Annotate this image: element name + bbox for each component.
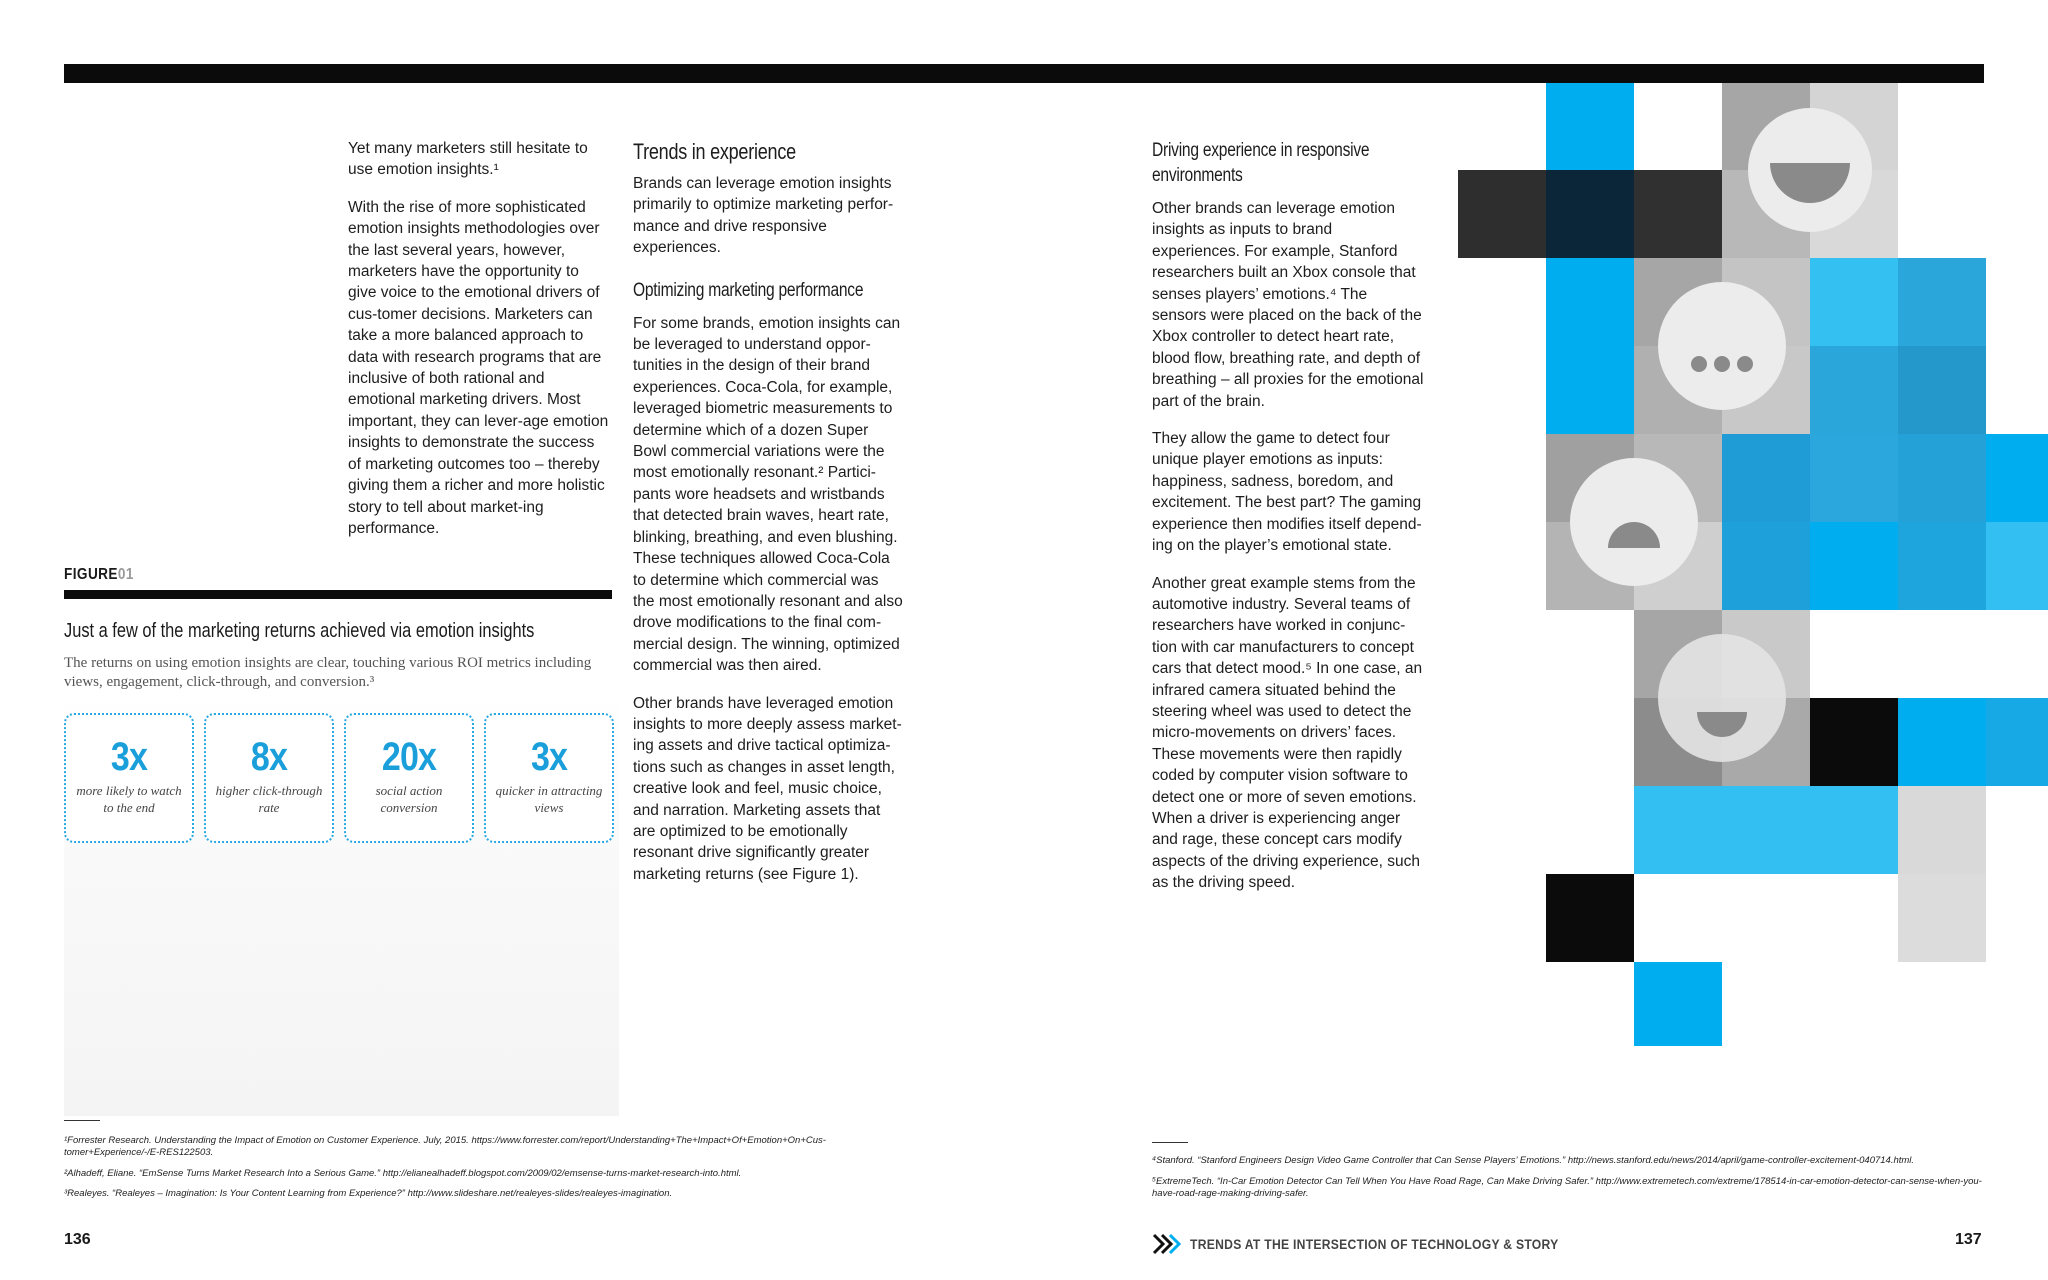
running-head xyxy=(1152,1233,1599,1255)
paragraph: With the rise of more sophisticated emotion insights methodologies over the last several years, however, marketers have the opportunity to give voice to the emotional drivers of cus-tomer decisions. Marketers can take a more balanced approach to data with research programs that are inclusive of both rational and emotional marketing drivers. Most important, they can lever-age emotion insights to demonstrate the success of marketing outcomes too – thereby giving them a richer and more holistic story to tell about market-ing performance. xyxy=(348,198,609,537)
stat-label: more likely to watch to the end xyxy=(76,783,182,815)
stat-value: 8x xyxy=(250,735,288,779)
paragraph: Other brands have leveraged emotion insights to more deeply assess market-ing assets and drive tactical optimiza-tions such as changes in asset length, creative look and feel, music choice, and narration. Marketing assets that are optimized to be emotionally resonant drive significantly greater marketing returns (see Figure 1). xyxy=(633,694,902,883)
section-heading-driving: Driving experience in responsive environments xyxy=(1152,140,1370,186)
stat-label: higher click-through rate xyxy=(215,783,323,815)
stat-label: social action conversion xyxy=(375,783,443,815)
figure-title: Just a few of the marketing returns achieved via emotion insights xyxy=(64,620,535,642)
figure-number: 01 xyxy=(117,566,134,583)
figure-description: The returns on using emotion insights are clear, touching various ROI metrics including views, engagement, click-through, and conversion.³ xyxy=(64,655,592,690)
smiley-face-icon xyxy=(1748,108,1872,232)
page-number-left: 136 xyxy=(64,1231,91,1248)
stat-value: 20x xyxy=(381,735,437,779)
page-number-right: 137 xyxy=(1955,1231,1982,1248)
sad-face-icon xyxy=(1570,458,1698,586)
paragraph: Another great example stems from the automotive industry. Several teams of researchers have worked in conjunc-tion with car manufacturers to concept cars that detect mood.⁵ In one case, an infrared camera situated behind the steering wheel was used to detect the micro-movements on drivers’ faces. These movements were then rapidly coded by computer vision software to detect one or more of seven emotions. When a driver is experiencing anger and rage, these concept cars modify aspects of the driving experience, such as the driving speed. xyxy=(1152,574,1423,892)
figure-label-text: FIGURE xyxy=(64,566,118,583)
paragraph: Brands can leverage emotion insights primarily to optimize marketing perfor-mance and drive responsive experiences. xyxy=(633,175,894,257)
subheading-optimizing: Optimizing marketing performance xyxy=(633,279,864,301)
smiley-face-icon xyxy=(1658,634,1786,762)
section-heading-trends: Trends in experience xyxy=(633,139,796,164)
stat-label: quicker in attracting views xyxy=(495,783,603,815)
paragraph: They allow the game to detect four unique player emotions as inputs: happiness, sadness, boredom, and excitement. The best part? The gaming experience then modifies itself depend-ing on the player’s emotional state. xyxy=(1152,430,1422,555)
footnote: ³Realeyes. “Realeyes – Imagination: Is Your Content Learning from Experience?” http://www.slideshare.net/realeyes-slides/realeyes-imagination. xyxy=(64,1188,673,1199)
paragraph: Yet many marketers still hesitate to use emotion insights.¹ xyxy=(348,140,588,179)
mosaic-tiles xyxy=(1458,83,2048,1046)
footnote: ⁵ExtremeTech. “In-Car Emotion Detector Can Tell When You Have Road Rage, Can Make Driving Safer.” http://www.extremetech.com/extreme/178514-in-car-emotion-detector-can-sense-when-you-have-road-rage-making-driving-safer. xyxy=(1152,1176,1982,1199)
chevron-arrows-icon xyxy=(1152,1233,1182,1255)
footnote: ⁴Stanford. “Stanford Engineers Design Video Game Controller that Can Sense Players’ Emotions.” http://news.stanford.edu/news/2014/april/game-controller-excitement-040714.html. xyxy=(1152,1155,1915,1166)
speech-dots-face-icon xyxy=(1658,282,1786,410)
footnote: ¹Forrester Research. Understanding the Impact of Emotion on Customer Experience. July, 2015. https://www.forrester.com/report/Understanding+The+Impact+Of+Emotion+On+Cus-tomer+Experience/-/E-RES122503. xyxy=(64,1135,826,1158)
footnote: ²Alhadeff, Eliane. “EmSense Turns Market Research Into a Serious Game.” http://elianealhadeff.blogspot.com/2009/02/emsense-turns-market-research-into.html. xyxy=(64,1168,742,1179)
paragraph: Other brands can leverage emotion insights as inputs to brand experiences. For example, Stanford researchers built an Xbox console that senses players’ emotions.⁴ The sensors were placed on the back of the Xbox controller to detect heart rate, blood flow, breathing rate, and depth of breathing – all proxies for the emotional part of the brain. xyxy=(1152,200,1424,410)
paragraph: For some brands, emotion insights can be leveraged to understand oppor-tunities in the design of their brand experiences. Coca-Cola, for example, leveraged biometric measurements to determine which of a dozen Super Bowl commercial variations were the most emotionally resonant.² Partici-pants wore headsets and wristbands that detected brain waves, heart rate, blinking, breathing, and even blushing. These techniques allowed Coca-Cola to determine which commercial was the most emotionally resonant and also drove modifications to the final com-mercial design. The winning, optimized commercial was then aired. xyxy=(633,314,903,675)
stat-value: 3x xyxy=(530,735,568,779)
footnote-rule xyxy=(1152,1142,1188,1143)
running-head-text: TRENDS AT THE INTERSECTION OF TECHNOLOGY & STORY xyxy=(1190,1236,1559,1252)
stat-value: 3x xyxy=(110,735,148,779)
